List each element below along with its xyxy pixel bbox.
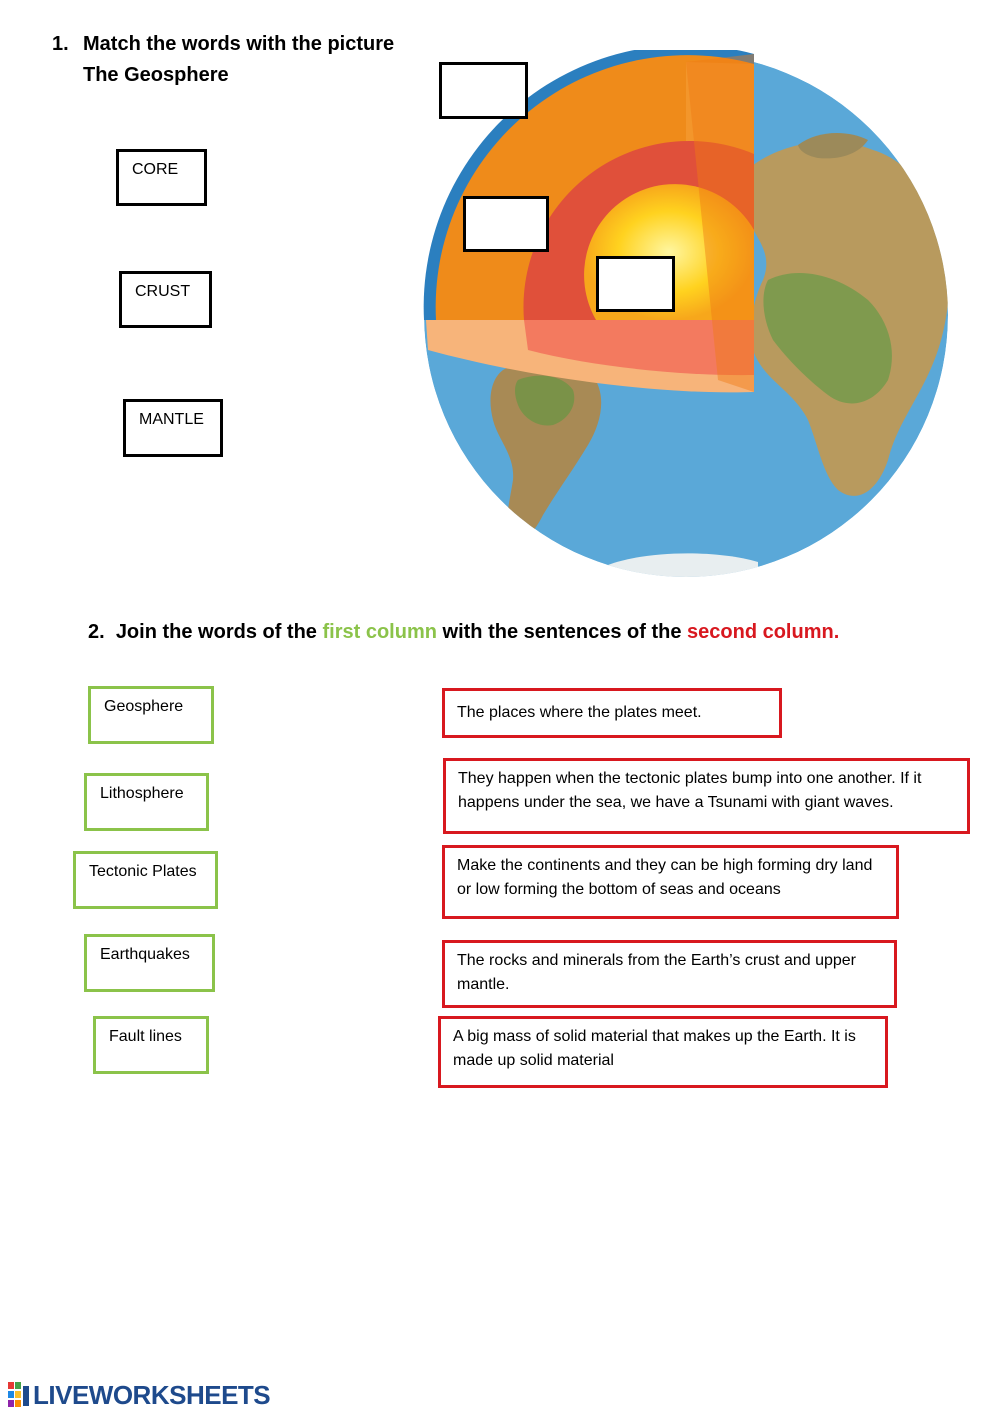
sentence-1-text: The places where the plates meet. xyxy=(457,704,702,721)
term-geosphere[interactable] xyxy=(88,686,214,744)
term-tectonic-plates-label: Tectonic Plates xyxy=(89,863,197,880)
word-mantle[interactable] xyxy=(123,399,223,457)
section2-instruction-part2: with the sentences of the xyxy=(442,621,682,643)
word-crust-label: CRUST xyxy=(135,283,191,300)
section1-number: 1. xyxy=(52,33,69,55)
term-lithosphere[interactable] xyxy=(84,773,209,831)
sentence-1[interactable] xyxy=(442,688,782,738)
sentence-3[interactable] xyxy=(442,845,899,919)
word-crust[interactable] xyxy=(119,271,212,328)
term-tectonic-plates[interactable] xyxy=(73,851,218,909)
word-core-label: CORE xyxy=(132,161,179,178)
sentence-2[interactable] xyxy=(443,758,970,834)
drop-target-crust[interactable] xyxy=(439,62,528,119)
section1-title: Match the words with the picture xyxy=(83,33,395,55)
liveworksheets-logo-text: LIVEWORKSHEETS xyxy=(33,1379,271,1410)
section2-heading xyxy=(88,620,839,644)
sentence-5-text: A big mass of solid material that makes up the Earth. It is made up solid material xyxy=(453,1028,856,1069)
word-core[interactable] xyxy=(116,149,207,206)
section2-number: 2. xyxy=(88,621,105,643)
word-mantle-label: MANTLE xyxy=(139,411,204,428)
term-earthquakes-label: Earthquakes xyxy=(100,946,190,963)
liveworksheets-logo xyxy=(8,1380,270,1410)
sentence-2-text: They happen when the tectonic plates bump into one another. If it happens under the sea, we have a Tsunami with giant waves. xyxy=(458,770,922,811)
earth-layers-illustration xyxy=(418,50,958,590)
term-fault-lines-label: Fault lines xyxy=(109,1028,182,1045)
section2-instruction-red: second column. xyxy=(687,621,840,643)
term-earthquakes[interactable] xyxy=(84,934,215,992)
term-fault-lines[interactable] xyxy=(93,1016,209,1074)
sentence-3-text: Make the continents and they can be high forming dry land or low forming the bottom of seas and oceans xyxy=(457,857,873,898)
drop-target-core[interactable] xyxy=(596,256,675,312)
section2-instruction-green: first column xyxy=(322,621,437,643)
sentence-4-text: The rocks and minerals from the Earth’s crust and upper mantle. xyxy=(457,952,856,993)
section2-instruction-part1: Join the words of the xyxy=(115,621,317,643)
liveworksheets-logo-icon xyxy=(8,1382,30,1408)
term-geosphere-label: Geosphere xyxy=(104,698,184,715)
sentence-4[interactable] xyxy=(442,940,897,1008)
continent-antarctica xyxy=(608,553,758,590)
drop-target-mantle[interactable] xyxy=(463,196,549,252)
sentence-5[interactable] xyxy=(438,1016,888,1088)
term-lithosphere-label: Lithosphere xyxy=(100,785,184,802)
section1-subtitle: The Geosphere xyxy=(83,64,229,86)
